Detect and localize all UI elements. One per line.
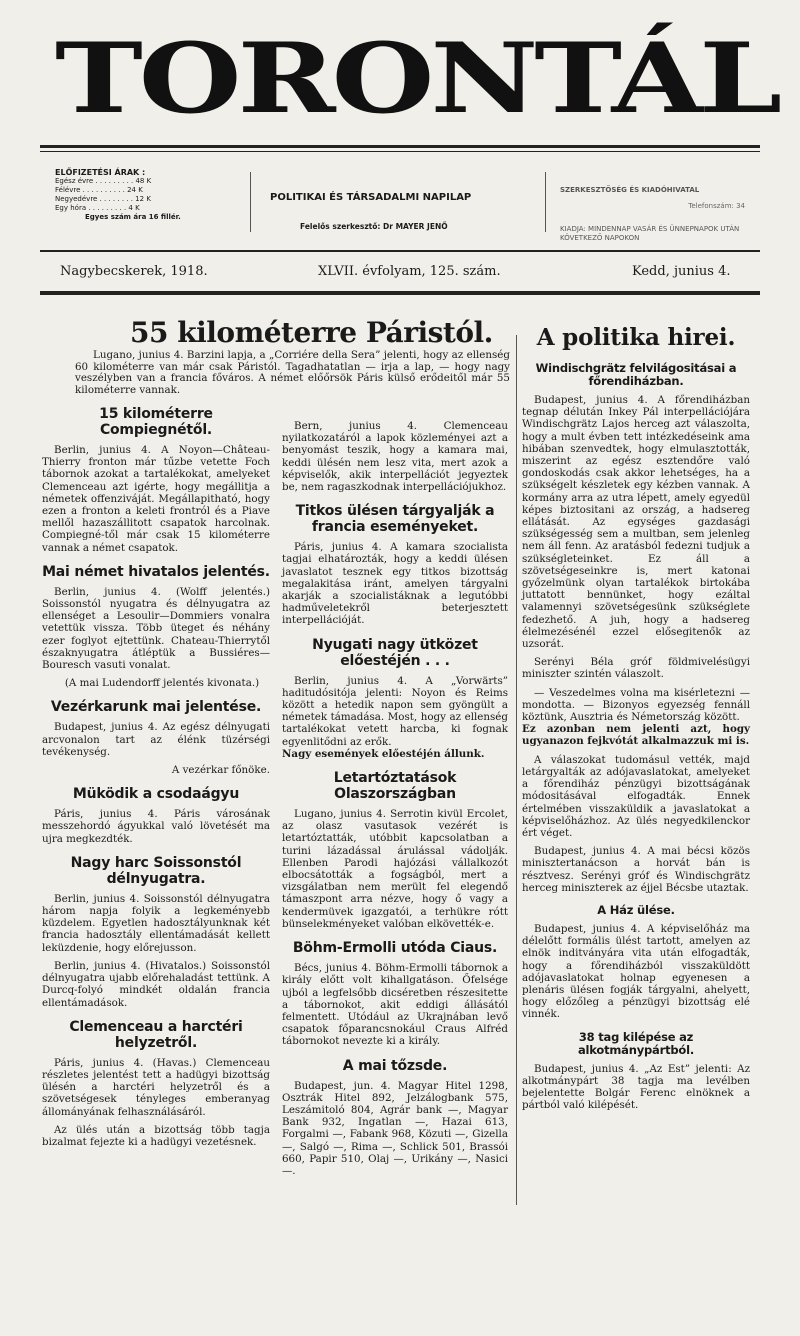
- article-text: Páris, junius 4. A kamara szocialista tagjai elhatározták, hogy a keddi ülésen javaslatot tesznek egy titkos bizottság megalakitása iránt, amelyen tárgyalni akarják a szocialistáknak a legutóbbi hadműveletekről beterjesztett interpellációját.: [282, 541, 508, 627]
- masthead-title: TORONTÁL: [55, 20, 779, 135]
- masthead-office: SZERKESZTŐSÉG ÉS KIADÓHIVATAL: [560, 186, 700, 194]
- headline: Müködik a csodaágyu: [72, 786, 240, 803]
- column-1: [42, 402, 270, 1154]
- article-text: Budapest, junius 4. A mai bécsi közös minisztertanácson a horvát bán is résztvesz. Serényi gróf és Windischgrätz herceg miniszterek az éjjel Bécsbe utaztak.: [522, 845, 750, 894]
- masthead-rule-thin: [40, 151, 760, 152]
- article-text: Berlin, junius 4. (Wolff jelentés.) Soissonstól nyugatra és délnyugatra az ellenséget a Lesoulir—Dommiers vonalra vetettük vissza. Több üteget és néhány ezer foglyot ejtettünk. Chateau-Thierrytől északnyugatra átléptük a Bussiéres—Bouresch vasuti vonalat.: [42, 585, 270, 672]
- masthead-phone: Telefonszám: 34: [688, 202, 745, 210]
- article-emphasis: Ez azonban nem jelenti azt, hogy ugyanazon fejkvótát alkalmazzuk mi is.: [522, 723, 750, 748]
- article-text: Bern, junius 4. Clemenceau nyilatkozatáról a lapok közleményei azt a benyomást teszik, hogy a kamara mai, keddi ülésén nem lesz vita, mert azok a képviselők, akik interpellációt jegyeztek be, nem ragaszkodnak interpellációjukhoz.: [282, 420, 508, 494]
- headline: Mai német hivatalos jelentés.: [42, 563, 270, 580]
- masthead-publishing: KIADJA: MINDENNAP VASÁR ÉS ÜNNEPNAPOK UTÁN KÖVETKEZŐ NAPOKON: [560, 225, 740, 242]
- article-emphasis: Nagy események előestéjén állunk.: [282, 747, 485, 760]
- article-text: Lugano, junius 4. Serrotin kivül Ercolet, az olasz vasutasok vezérét is letartóztatták, utóbbit kapcsolatban a turini lázadással árulással vádolják. Ellenben Parodi hajózási vállalkozót elbocsátották a fogságból, mert a vizsgálatban nem merült fel elegendő támaszpont arra nézve, hogy ő vagy a kendermüvek igazgatói, a terhükre rótt bünselekményeket valóban elkövették-e.: [282, 808, 508, 930]
- masthead-divider: [250, 172, 251, 232]
- subscription-row: Egész évre . . . . . . . . . 48 K: [55, 177, 152, 185]
- column-3: [522, 322, 750, 1117]
- headline: Titkos ülésen tárgyalják a francia eseményeket.: [295, 503, 495, 536]
- headline: Nagy harc Soissonstól délnyugatra.: [70, 854, 242, 887]
- article-text: Budapest, junius 4. A főrendiházban tegnap délután Inkey Pál interpellációjára Windischgrätz Lajos herceg azt válaszolta, hogy a mult évben tett intézkedéseink ama hibában szenvedtek, hogy elmulasztották, miszerint az egész esztendőre való gondoskodás csak akkor lehetséges, ha a szükségelt készletek egy kézben vannak. A kormány arra az utra lépett, amely egyedül képes biztositani az ország, a hadsereg ellátását. Az egységes gazdasági szükségesség sem a multban, sem jelenleg nem áll fenn. Az aratásból fedezni tudjuk a szükségleteinket. Ez áll a szövetségeseinkre is, mert katonai győzelmünk olyan tartalékok birtokába juttatott bennünket, hogy ezáltal valamennyi szövetségesünk szükséglete fedezhető. A juh, hogy a hadsereg élelmezésénél ezzel elősegitenők az uzsorát.: [522, 394, 750, 651]
- lead-headline: 55 kilométerre Páristól.: [130, 316, 493, 349]
- dateline-issue: XLVII. évfolyam, 125. szám.: [318, 264, 501, 279]
- article-text: Budapest, junius 4. „Az Est” jelenti: Az alkotmánypárt 38 tagja ma levélben bejelentette Bolgár Ferenc elnöknek a pártból való kilépését.: [522, 1062, 750, 1112]
- headline: Letartóztatások Olaszországban: [333, 770, 457, 803]
- dateline-place-year: Nagybecskerek, 1918.: [60, 264, 208, 279]
- subscription-row: Egy hóra . . . . . . . . . 4 K: [55, 204, 140, 212]
- article-text: — Veszedelmes volna ma kisérletezni — mondotta. — Bizonyos egyezség fennáll köztünk, Ausztria és Németország között.: [522, 686, 750, 724]
- article-note: (A mai Ludendorff jelentés kivonata.): [64, 677, 260, 690]
- headline: Clemenceau a harctéri helyzetről.: [69, 1018, 243, 1051]
- single-copy-price: Egyes szám ára 16 fillér.: [85, 213, 181, 221]
- dateline-rule-bottom: [40, 291, 760, 295]
- article-text: Budapest, junius 4. A képviselőház ma délelőtt formális ülést tartott, amelyen az elnök inditványára vita után elfogadták, hogy a főrendiházból visszaküldött adójavaslatokat holnap egyenesen a plenáris ülésen fogják tárgyalni, ahelyett, hogy előzőleg a pénzügyi bizottság elé vinnék.: [522, 922, 750, 1021]
- article-text: Budapest, jun. 4. Magyar Hitel 1298, Osztrák Hitel 892, Jelzálogbank 575, Leszámitoló 804, Agrár bank —, Magyar Bank 932, Ingatlan —, Hazai 613, Forgalmi —, Fabank 968, Közuti —, Gizella —, Salgó —, Rima —, Schlick 501, Brassói 660, Papir 510, Olaj —, Urikány —, Nasici —.: [282, 1079, 508, 1177]
- subscription-title: ELŐFIZETÉSI ÁRAK :: [55, 168, 146, 177]
- article-text: Berlin, junius 4. Soissonstól délnyugatra három napja folyik a legkeményebb küzdelem. Egyetlen hadosztályunknak két francia hadosztály ellentámadását kellett leküzdenie, hogy előrejusson.: [42, 892, 270, 954]
- headline: A mai tőzsde.: [342, 1057, 448, 1074]
- masthead-rule: [40, 145, 760, 148]
- headline: Böhm-Ermolli utóda Ciaus.: [292, 940, 498, 957]
- headline: Windischgrätz felvilágositásai a főrendiházban.: [535, 361, 737, 388]
- masthead-divider: [545, 172, 546, 232]
- headline: Vezérkarunk mai jelentése.: [50, 699, 262, 716]
- column-divider: [516, 335, 517, 1205]
- subscription-row: Negyedévre . . . . . . . . 12 K: [55, 195, 151, 203]
- article-text: Berlin, junius 4. (Hivatalos.) Soissonstól délnyugatra ujabb előrehaladást tettünk. A Durcq-folyó mindkét oldalán francia ellentámadások.: [42, 959, 270, 1009]
- column-2: [282, 420, 508, 1183]
- headline: A Ház ülése.: [597, 902, 675, 917]
- lead-text: Lugano, junius 4. Barzini lapja, a „Corriére della Sera” jelenti, hogy az ellenség 60 kilométerre van már csak Páristól. Tagadhatatlan — irja a lap, — hogy nagy veszélyben van a francia főváros. A német előőrsök Páris külső erődeitől már 55 kilométerre vannak.: [75, 349, 510, 396]
- dateline-rule-top: [40, 250, 760, 252]
- article-text: Páris, junius 4. Páris városának messzehordó ágyukkal való lövetését ma ujra megkezdték.: [42, 808, 270, 845]
- headline: 15 kilométerre Compiegnétől.: [99, 406, 213, 438]
- article-signature: A vezérkar főnöke.: [171, 764, 270, 777]
- subscription-row: Félévre . . . . . . . . . . 24 K: [55, 186, 143, 194]
- masthead-editor: Felelős szerkesztő: Dr MAYER JENŐ: [300, 222, 448, 231]
- article-text: A válaszokat tudomásul vették, majd letárgyalták az adójavaslatokat, amelyeket a főrendiház pénzügyi bizottságának módositásával elfogadták. Ennek értelmében visszaküldik a javaslatokat a képviselőházhoz. Az ülés negyedkilenckor ért véget.: [522, 753, 750, 839]
- article-text: Páris, junius 4. (Havas.) Clemenceau részletes jelentést tett a hadügyi bizottság ülésén a harctéri helyzetről és a szövetségesek tényleges emberanyag állományának felhasználásáról.: [42, 1056, 270, 1118]
- article-text: Az ülés után a bizottság több tagja bizalmat fejezte ki a hadügyi vezetésnek.: [42, 1123, 270, 1148]
- headline: 38 tag kilépése az alkotmánypártból.: [577, 1029, 695, 1057]
- section-headline: A politika hirei.: [536, 324, 736, 351]
- dateline-day: Kedd, junius 4.: [632, 264, 731, 279]
- article-text: Berlin, junius 4. A „Vorwärts” haditudósitója jelenti: Noyon és Reims között a hetedik napon sem gyöngült a németek támadása. Most, hogy az ellenség tartalékokat vetett harcba, ki fognak egyenlitődni az erők.: [282, 674, 508, 748]
- headline: Nyugati nagy ütközet előestéjén . . .: [312, 636, 478, 669]
- article-text: Berlin, junius 4. A Noyon—Château-Thierry fronton már tűzbe vetette Foch tábornok azokat a tartalékokat, amelyeket Clemenceau azt igérte, hogy megállitja a németek offenziváját. Megállapitható, hogy ezen a fronton a keleti frontról és a Piave mellől hazaszállitott csapatok harcolnak. Compiegné-től már csak 15 kilométerre vannak a német csapatok.: [42, 444, 270, 554]
- article-text: Budapest, junius 4. Az egész délnyugati arcvonalon tart az élénk tüzérségi tevékenység.: [42, 721, 270, 758]
- subscription-box: [55, 168, 245, 222]
- article-text: Bécs, junius 4. Böhm-Ermolli tábornok a király előtt volt kihallgatáson. Őfelsége ujból a legfelsőbb dicséretben részesitette a tábornokot, akit eddigi állásától felmentett. Utódául az Ukrajnában levő csapatok főparancsnokául Craus Alfréd tábornokot nevezte ki a király.: [282, 962, 508, 1048]
- masthead-tagline: POLITIKAI ÉS TÁRSADALMI NAPILAP: [270, 192, 472, 203]
- article-text: Serényi Béla gróf földmivelésügyi miniszter szintén válaszolt.: [522, 656, 750, 681]
